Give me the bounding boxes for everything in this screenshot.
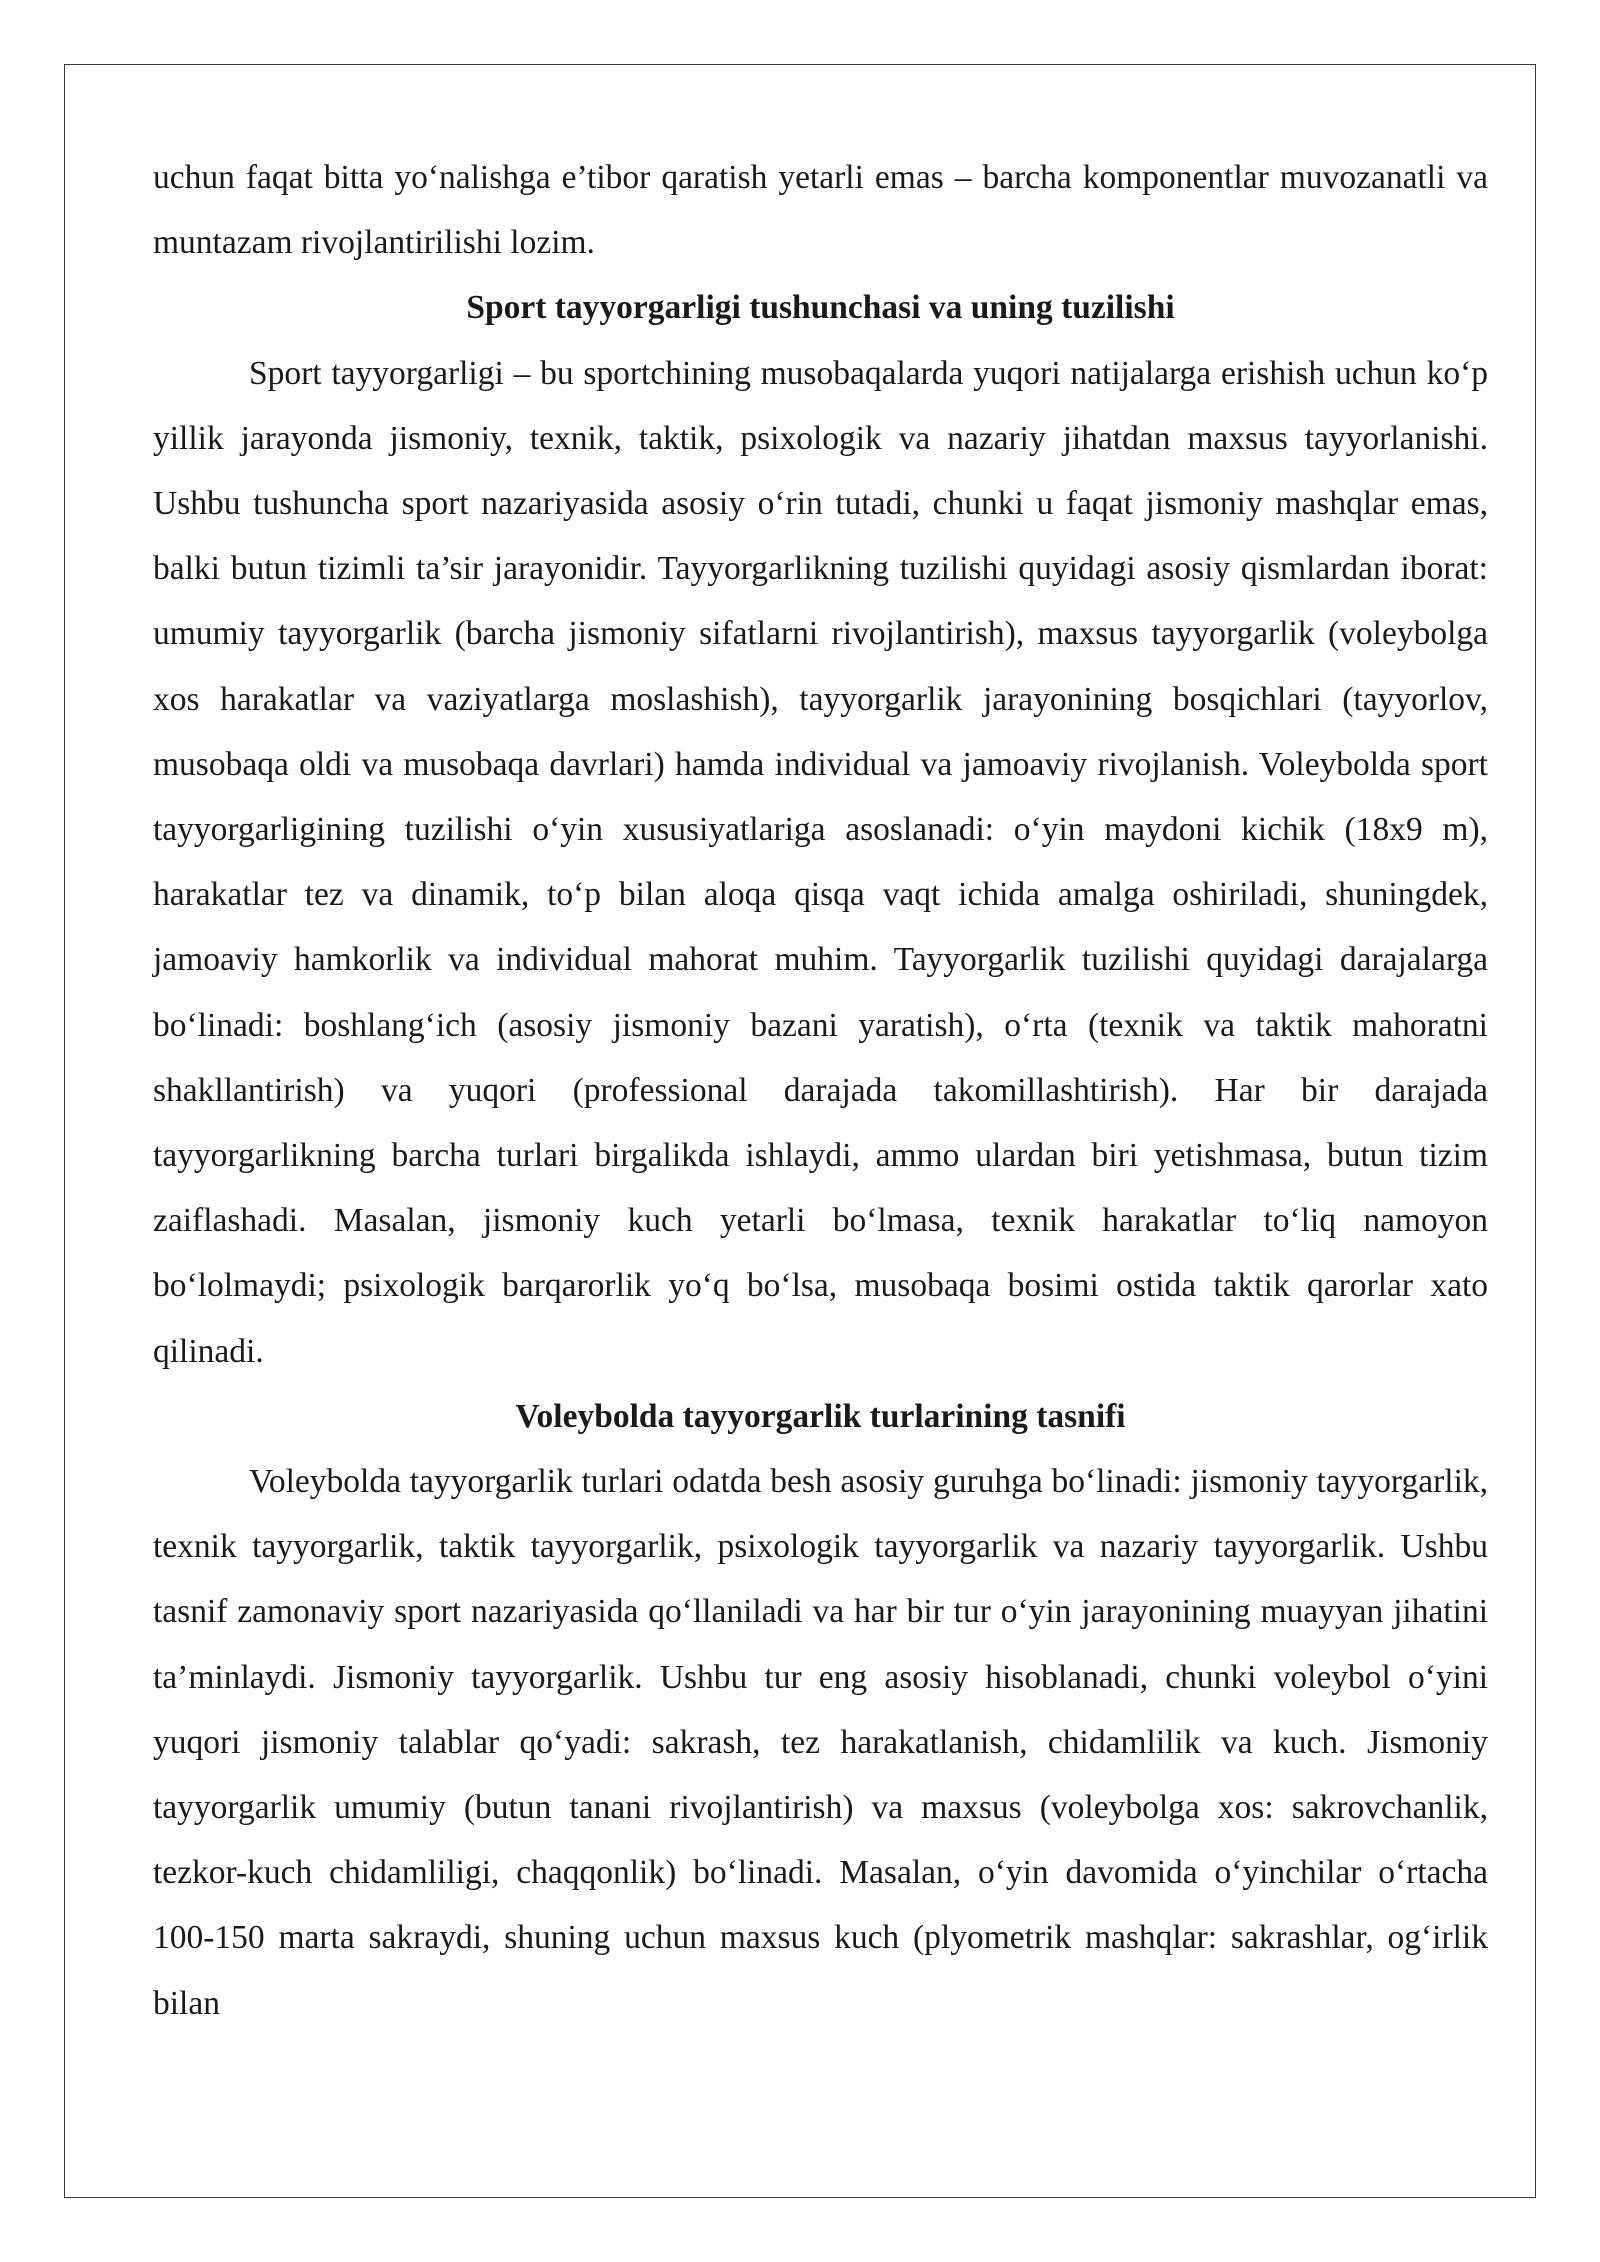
section-heading-sport-preparation: Sport tayyorgarligi tushunchasi va uning tuzilishi (466, 289, 1175, 327)
paragraph-classification: Voleybolda tayyorgarlik turlari odatda besh asosiy guruhga bo‘linadi: jismoniy tayyorgarlik, texnik tayyorgarlik, taktik tayyorgarlik, psixologik tayyorgarlik va nazariy tayyorgarlik. Ushbu tasnif zamonaviy sport nazariyasida qo‘llaniladi va har bir tur o‘yin jarayonining muayyan jihatini ta’minlaydi. Jismoniy tayyorgarlik. Ushbu tur eng asosiy hisoblanadi, chunki voleybol o‘yini yuqori jismoniy talablar qo‘yadi: sakrash, tez harakatlanish, chidamlilik va kuch. Jismoniy tayyorgarlik umumiy (butun tanani rivojlantirish) va maxsus (voleybolga xos: sakrovchanlik, tezkor-kuch chidamliligi, chaqqonlik) bo‘linadi. Masalan, o‘yin davomida o‘yinchilar o‘rtacha 100-150 marta sakraydi, shuning uchun maxsus kuch (plyometrik mashqlar: sakrashlar, og‘irlik bilan (153, 1463, 1488, 2022)
document-body (153, 145, 1488, 2036)
section-heading-classification: Voleybolda tayyorgarlik turlarining tasnifi (515, 1397, 1126, 1435)
paragraph-sport-preparation: Sport tayyorgarligi – bu sportchining musobaqalarda yuqori natijalarga erishish uchun ko‘p yillik jarayonda jismoniy, texnik, taktik, psixologik va nazariy jihatdan maxsus tayyorlanishi. Ushbu tushuncha sport nazariyasida asosiy o‘rin tutadi, chunki u faqat jismoniy mashqlar emas, balki butun tizimli ta’sir jarayonidir. Tayyorgarlikning tuzilishi quyidagi asosiy qismlardan iborat: umumiy tayyorgarlik (barcha jismoniy sifatlarni rivojlantirish), maxsus tayyorgarlik (voleybolga xos harakatlar va vaziyatlarga moslashish), tayyorgarlik jarayonining bosqichlari (tayyorlov, musobaqa oldi va musobaqa davrlari) hamda individual va jamoaviy rivojlanish. Voleybolda sport tayyorgarligining tuzilishi o‘yin xususiyatlariga asoslanadi: o‘yin maydoni kichik (18x9 m), harakatlar tez va dinamik, to‘p bilan aloqa qisqa vaqt ichida amalga oshiriladi, shuningdek, jamoaviy hamkorlik va individual mahorat muhim. Tayyorgarlik tuzilishi quyidagi darajalarga bo‘linadi: boshlang‘ich (asosiy jismoniy bazani yaratish), o‘rta (texnik va taktik mahoratni shakllantirish) va yuqori (professional darajada takomillashtirish). Har bir darajada tayyorgarlikning barcha turlari birgalikda ishlaydi, ammo ulardan biri yetishmasa, butun tizim zaiflashadi. Masalan, jismoniy kuch yetarli bo‘lmasa, texnik harakatlar to‘liq namoyon bo‘lolmaydi; psixologik barqarorlik yo‘q bo‘lsa, musobaqa bosimi ostida taktik qarorlar xato qilinadi. (153, 354, 1488, 1370)
paragraph-continuation: uchun faqat bitta yo‘nalishga e’tibor qaratish yetarli emas – barcha komponentlar muvozanatli va muntazam rivojlantirilishi lozim. (153, 159, 1488, 262)
